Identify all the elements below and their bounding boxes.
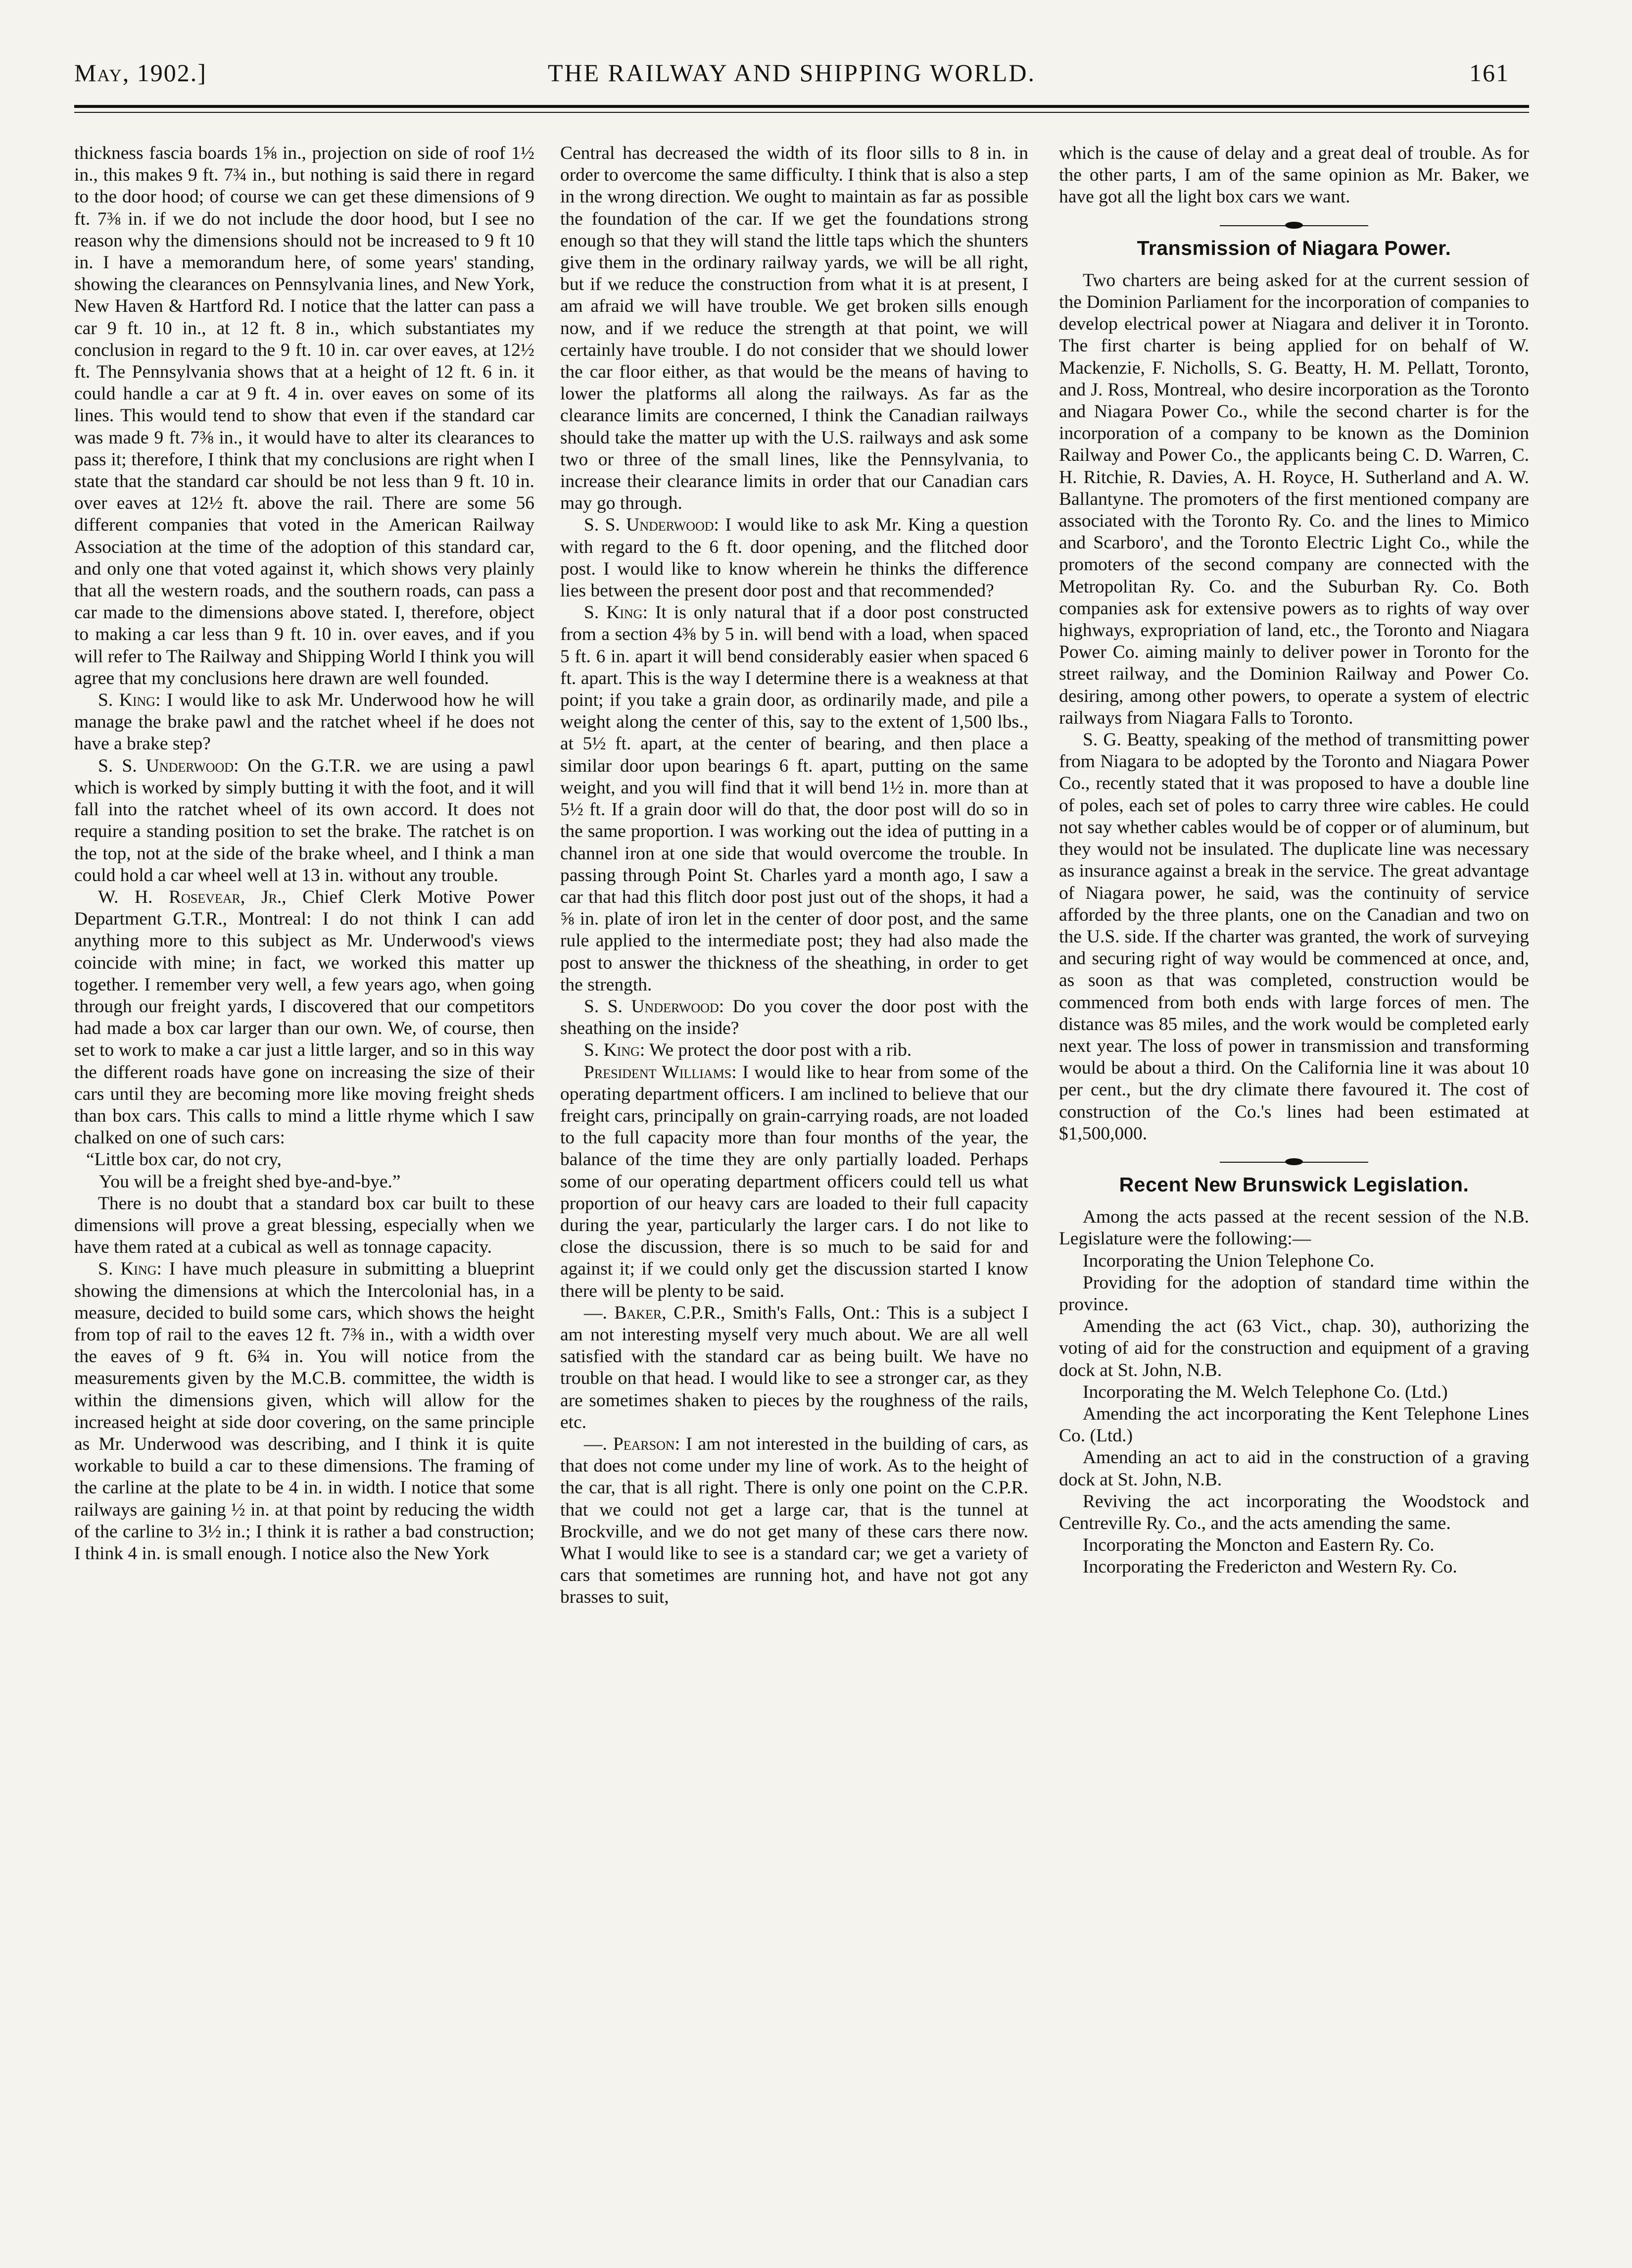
speaker: President Williams	[584, 1062, 732, 1083]
paragraph-text: : I would like to ask Mr. King a question with regard to the 6 ft. door opening, and the flitched door post. I would like to know wherein he thinks the difference lies between the present door post and that recommended?	[560, 515, 1028, 601]
paragraph: Among the acts passed at the recent session of the N.B. Legislature were the following:—	[1059, 1207, 1529, 1249]
section-divider-ornament	[1220, 1158, 1368, 1167]
paragraph-text: : On the G.T.R. we are using a pawl which is worked by simply butting it with the foot, and it will fall into the ratchet wheel of its own accord. It does not require a standing position to set the brake. The ratchet is on the top, not at the side of the brake wheel, and I think a man could hold a car wheel well at 13 in. without any trouble.	[74, 755, 534, 886]
list-item: Amending an act to aid in the construction of a graving dock at St. John, N.B.	[1059, 1447, 1529, 1490]
paragraph-text: : It is only natural that if a door post constructed from a section 4⅜ by 5 in. will bend with a load, when spaced 5 ft. 6 in. apart it will bend considerably easier when spaced 6 ft. apart. This is the way I determine there is a weakness at that point; if you take a grain door, as ordinarily made, and pile a weight along the center of this, say to the extent of 1,500 lbs., at 5½ ft. apart, at the center of bearing, and then place a similar door upon bearings 6 ft. apart, putting on the same weight, and you will find that it will bend 1½ in. more than at 5½ ft. If a grain door will do that, the door post will do so in the same proportion. I was working out the idea of putting in a channel iron at one side that would overcome the trouble. In passing through Point St. Charles yard a month ago, I saw a car that had this flitch door post just out of the shops, it had a ⅝ in. plate of iron let in the center of door post, and the same rule applied to the intermediate post; they had also made the post to answer the thickness of the sheathing, in order to get the strength.	[560, 602, 1028, 995]
header-rule-thick	[74, 105, 1529, 108]
paragraph-text: : I am not interested in the building of cars, as that does not come under my line of work. As to the height of the car, that is all right. There is only one point on the C.P.R. that we could not get a large car, that is the tunnel at Brockville, and we do not get many of these cars there now. What I would like to see is a standard car; we get a variety of cars that sometimes are running hot, and have not got any brasses to suit,	[560, 1433, 1028, 1608]
paragraph-text: : I have much pleasure in submitting a blueprint showing the dimensions at which the Intercolonial has, in a measure, decided to build some cars, which shows the height from top of rail to the eaves 12 ft. 7⅜ in., with a width over the eaves of 9 ft. 6¾ in. You will notice from the measurements given by the M.C.B. committee, the width is within the dimensions given, which will allow for the increased height at side door covering, on the same principle as Mr. Underwood was describing, and I think it is quite workable to build a car to these dimensions. The framing of the carline at the plate to be 4 in. in width. I notice that some railways are gaining ½ in. at that point by reducing the width of the carline to 3½ in.; I think it is rather a bad construction; I think 4 in. is small enough. I notice also the New York	[74, 1259, 534, 1564]
header-rule-thin	[74, 112, 1529, 113]
page-header	[74, 48, 1509, 87]
speaker: S. King	[584, 602, 643, 623]
list-item: Incorporating the Moncton and Eastern Ry. Co.	[1083, 1535, 1435, 1556]
speaker: S. King	[584, 1040, 640, 1061]
paragraph	[74, 755, 534, 887]
speaker: S. King	[98, 690, 156, 711]
list-item: Amending the act incorporating the Kent Telephone Lines Co. (Ltd.)	[1059, 1403, 1529, 1446]
paragraph: Central has decreased the width of its floor sills to 8 in. in order to overcome the same difficulty. I think that is also a step in the wrong direction. We ought to maintain as far as possible the foundation of the car. If we get the foundations strong enough so that they will stand the little taps which the shunters give them in the ordinary railway yards, we will be all right, but if we reduce the construction from what it is at present, I am afraid we will have trouble. We get broken sills enough now, and if we reduce the strength at that point, we will certainly have trouble. I do not consider that we should lower the car floor either, as that would be the means of having to lower the platforms all along the railways. As far as the clearance limits are concerned, I think the Canadian railways should take the matter up with the U.S. railways and ask some two or three of the small lines, like the Pennsylvania, to increase their clearance limits in order that our Canadian cars may go through.	[560, 143, 1028, 514]
paragraph	[74, 887, 534, 1149]
speaker: S. S. Underwood	[98, 755, 234, 776]
paragraph: S. G. Beatty, speaking of the method of transmitting power from Niagara to be adopted by the Toronto and Niagara Power Co., recently stated that it was proposed to have a double line of poles, each set of poles to carry three wire cables. He could not say whether cables would be of copper or of aluminum, but they would not be insulated. The duplicate line was necessary as insurance against a break in the service. The great advantage of Niagara power, he said, was the continuity of service afforded by the three plants, one on the Canadian and two on the U.S. side. If the charter was granted, the work of surveying and securing right of way would be commenced at once, and, as soon as that was completed, construction would be commenced from both ends with large forces of men. The distance was 85 miles, and the work would be completed early next year. The loss of power in transmission and transforming would be about a third. On the California line it was about 10 per cent., but the dry climate there favoured it. The cost of construction of the Co.'s lines had been estimated at $1,500,000.	[1059, 730, 1529, 1144]
issue-date: May, 1902.]	[74, 59, 207, 87]
list-item: Providing for the adoption of standard time within the province.	[1059, 1272, 1529, 1315]
paragraph	[560, 1039, 1028, 1061]
paragraph	[560, 514, 1028, 602]
paragraph	[560, 996, 1028, 1039]
list-item: Incorporating the M. Welch Telephone Co. (Ltd.)	[1083, 1381, 1448, 1402]
paragraph-text: : I would like to hear from some of the operating department officers. I am inclined to believe that our freight cars, principally on grain-carrying roads, are not loaded to the full capacity more than four months of the year, the balance of the time they are only partially loaded. Perhaps some of our operating department officers could tell us what proportion of our heavy cars are loaded to their full capacity during the year, particularly the larger cars. I do not like to close the discussion, there is so much to be said for and against it; if we could only get the discussion started I know there will be plenty to be said.	[560, 1062, 1028, 1301]
paragraph: thickness fascia boards 1⅝ in., projection on side of roof 1½ in., this makes 9 ft. 7¾ in., but nothing is said there in regard to the door hood; of course we can get these dimensions of 9 ft. 7⅜ in. if we do not include the door hood, but I see no reason why the dimensions should not be increased to 9 ft 10 in. I have a memorandum here, of some years' standing, showing the clearances on Pennsylvania lines, and New York, New Haven & Hartford Rd. I notice that the latter can pass a car 9 ft. 10 in., at 12 ft. 8 in., which substantiates my conclusion in regard to the 9 ft. 10 in. car over eaves, at 12½ ft. The Pennsylvania shows that at a height of 12 ft. 6 in. it could handle a car at 9 ft. 4 in. over eaves on some of its lines. This would tend to show that even if the standard car was made 9 ft. 7⅜ in., it would have to alter its clearances to pass it; therefore, I think that my conclusions are right when I state that the standard car should be not less than 9 ft. 10 in. over eaves at 12½ ft. above the rail. There are some 56 different companies that voted in the American Railway Association at the time of the adoption of this standard car, and only one that voted against it, which shows very plainly that all the western roads, and the southern roads, can pass a car made to the dimensions above stated. I, therefore, object to making a car less than 9 ft. 10 in. over eaves, and if you will refer to The Railway and Shipping World I think you will agree that my conclusions here drawn are well founded.	[74, 143, 534, 689]
publication-title: THE RAILWAY AND SHIPPING WORLD.	[547, 59, 1036, 87]
paragraph: Two charters are being asked for at the current session of the Dominion Parliament for the incorporation of companies to develop electrical power at Niagara and deliver it in Toronto. The first charter is being applied for on behalf of W. Mackenzie, F. Nicholls, S. G. Beatty, H. M. Pellatt, Toronto, and J. Ross, Montreal, who desire incorporation as the Toronto and Niagara Power Co., while the second charter is for the incorporation of a company to be known as the Dominion Railway and Power Co., the applicants being C. D. Warren, C. H. Ritchie, R. Davies, A. H. Royce, H. Sutherland and A. W. Ballantyne. The promoters of the first mentioned company are associated with the Toronto Ry. Co. and the lines to Mimico and Scarboro', and the Toronto Electric Light Co., while the promoters of the second company are connected with the Metropolitan Ry. Co. and the Suburban Ry. Co. Both companies ask for extensive powers as to rights of way over highways, expropriation of land, etc., the Toronto and Niagara Power Co. aiming mainly to deliver power in Toronto for the street railway, and the Dominion Railway and Power Co. desiring, among other powers, to operate a system of electric railways from Niagara Falls to Toronto.	[1059, 270, 1529, 728]
speaker: —. Baker	[584, 1302, 662, 1323]
page-number: 161	[1469, 59, 1509, 87]
paragraph: which is the cause of delay and a great deal of trouble. As for the other parts, I am of the same opinion as Mr. Baker, we have got all the light box cars we want.	[1059, 143, 1529, 207]
list-item: Reviving the act incorporating the Woodstock and Centreville Ry. Co., and the acts amending the same.	[1059, 1491, 1529, 1533]
speaker: —. Pearson	[584, 1433, 675, 1454]
paragraph-text: : Do you cover the door post with the sheathing on the inside?	[560, 996, 1028, 1039]
column-3	[1059, 143, 1529, 2251]
paragraph-text: : We protect the door post with a rib.	[639, 1040, 912, 1061]
speaker: W. H. Rosevear, Jr.	[98, 887, 282, 907]
paragraph-text: : I would like to ask Mr. Underwood how he will manage the brake pawl and the ratchet wheel if he does not have a brake step?	[74, 690, 534, 754]
column-1	[74, 143, 534, 2251]
list-item: Incorporating the Fredericton and Western Ry. Co.	[1083, 1557, 1457, 1578]
paragraph	[560, 1062, 1028, 1302]
paragraph	[74, 690, 534, 755]
speaker: S. S. Underwood	[584, 996, 719, 1017]
paragraph-text: , Chief Clerk Motive Power Department G.T.R., Montreal: I do not think I can add anything more to this subject as Mr. Underwood's views coincide with mine; in fact, we worked this matter up together. I remember very well, a few years ago, when going through our freight yards, I discovered that our competitors had made a box car larger than our own. We, of course, then set to work to make a car just a little larger, and so in this way the different roads have gone on increasing the size of their cars until they are becoming more like moving freight sheds than box cars. This calls to mind a little rhyme which I saw chalked on one of such cars:	[74, 887, 534, 1148]
article-heading-new-brunswick: Recent New Brunswick Legislation.	[1119, 1173, 1469, 1196]
paragraph	[560, 1433, 1028, 1609]
list-item: Amending the act (63 Vict., chap. 30), authorizing the voting of aid for the construction and equipment of a graving dock at St. John, N.B.	[1059, 1316, 1529, 1381]
list-item: Incorporating the Union Telephone Co.	[1083, 1250, 1375, 1271]
paragraph: There is no doubt that a standard box car built to these dimensions will prove a great blessing, especially when we have them rated at a cubical as well as tonnage capacity.	[74, 1193, 534, 1258]
paragraph	[560, 1302, 1028, 1433]
speaker: S. S. Underwood	[584, 515, 714, 536]
speaker: S. King	[98, 1259, 157, 1280]
article-heading-niagara: Transmission of Niagara Power.	[1137, 236, 1451, 259]
column-2	[560, 143, 1028, 2251]
paragraph	[560, 602, 1028, 996]
verse-line: “Little box car, do not cry,	[86, 1149, 282, 1170]
paragraph-text: , C.P.R., Smith's Falls, Ont.: This is a subject I am not interesting myself very much about. We are all well satisfied with the standard car as being built. We have no trouble on that head. I would like to see a stronger car, as they are sometimes shaken to pieces by the roughness of the rails, etc.	[560, 1302, 1028, 1432]
verse-line: You will be a freight shed bye-and-bye.”	[99, 1171, 401, 1192]
paragraph	[74, 1258, 534, 1565]
section-divider-ornament	[1220, 221, 1368, 230]
